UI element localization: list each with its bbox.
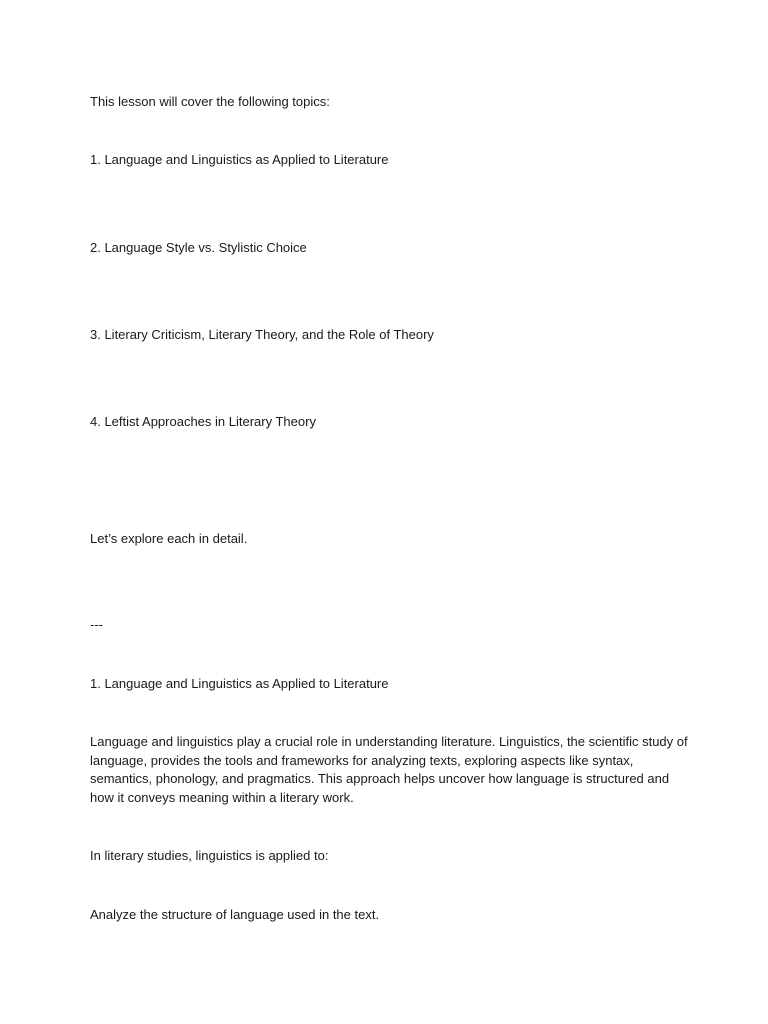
topic-item-3: 3. Literary Criticism, Literary Theory, and the Role of Theory (90, 327, 434, 342)
topic-item-2: 2. Language Style vs. Stylistic Choice (90, 240, 307, 255)
applied-intro-text: In literary studies, linguistics is applied to: (90, 848, 329, 863)
separator: --- (90, 617, 103, 632)
applied-item-1: Analyze the structure of language used in the text. (90, 907, 380, 922)
intro-text: This lesson will cover the following topics: (90, 94, 330, 109)
section-paragraph: Language and linguistics play a crucial role in understanding literature. Linguistics, the scientific study of language, provides the tools and frameworks for analyzing texts, exploring aspects like syntax, semantics, phonology, and pragmatics. This approach helps uncover how language is structured and how it conveys meaning within a literary work. (90, 734, 688, 805)
section-heading: 1. Language and Linguistics as Applied to Literature (90, 676, 389, 691)
topic-item-1: 1. Language and Linguistics as Applied to Literature (90, 152, 389, 167)
topic-item-4: 4. Leftist Approaches in Literary Theory (90, 414, 316, 429)
explore-text: Let’s explore each in detail. (90, 531, 248, 546)
